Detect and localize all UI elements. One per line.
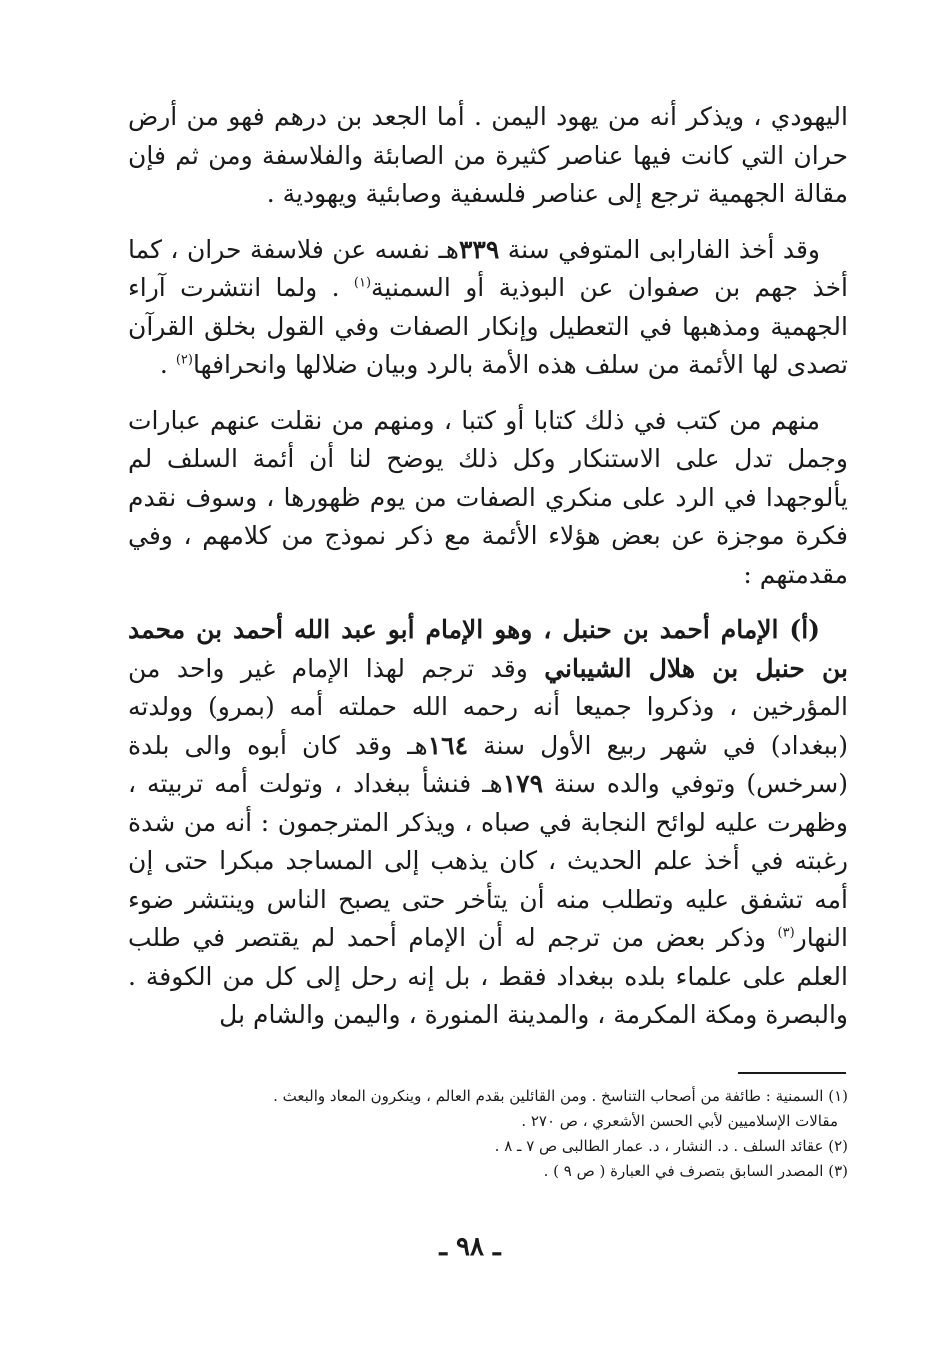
- footnote-2: (٢) عقائد السلف . د. النشار ، د. عمار الطالبى ص ٧ ـ ٨ .: [494, 1137, 848, 1155]
- paragraph-2: [128, 231, 848, 385]
- footnote-ref-2: (٢): [175, 352, 193, 368]
- section-heading-imam-ahmad: (أ) الإمام أحمد بن حنبل ، وهو الإمام أبو عبد الله أحمد بن محمد بن حنبل بن هلال الشيباني: [128, 615, 848, 683]
- footnote-ref-1: (١): [353, 275, 372, 291]
- paragraph-4-text: وقد ترجم لهذا الإمام غير واحد من المؤرخين ، وذكروا جميعا أنه رحمه الله حملته أمه (بمرو) وولدته (ببغداد) في شهر ربيع الأول سنة: [128, 653, 848, 760]
- footnotes: [128, 1084, 848, 1184]
- main-text: [128, 98, 848, 1052]
- paragraph-2-text: . ولما انتشرت آراء الجهمية ومذهبها في التعطيل وإنكار الصفات وفي القول بخلق القرآن تصدى لها الأئمة من سلف هذه الأمة بالرد وبيان ضلالها وانحرافها: [128, 273, 848, 379]
- footnote-divider: [738, 1072, 846, 1074]
- paragraph-4-text: وذكر بعض من ترجم له أن الإمام أحمد لم يقتصر في طلب العلم على علماء بلده ببغداد فقط ، بل إنه رحل إلى كل من الكوفة . والبصرة ومكة المكرمة ، والمدينة المنورة ، واليمن والشام بل: [128, 923, 848, 1029]
- paragraph-4-text: هـ وقد كان أبوه والى بلدة (سرخس) وتوفي والده سنة: [128, 730, 848, 798]
- paragraph-3: منهم من كتب في ذلك كتابا أو كتبا ، ومنهم من نقلت عنهم عبارات وجمل تدل على الاستنكار وكل ذلك يوضح لنا أن أئمة السلف لم يألوجهدا في الرد على منكري الصفات من يوم ظهورها ، وسوف نقدم فكرة موجزة عن بعض هؤلاء الأئمة مع ذكر نموذج من كلامهم ، وفي مقدمتهم :: [128, 405, 848, 589]
- year-164: ١٦٤: [427, 730, 469, 760]
- year-179: ١٧٩: [502, 769, 544, 798]
- paragraph-4-text: هـ فنشأ ببغداد ، وتولت أمه تربيته ، وظهرت عليه لوائح النجابة في صباه ، ويذكر المترجمون : أنه من شدة رغبته في أخذ علم الحديث ، كان يذهب إلى المساجد مبكرا حتى إن أمه تشفق عليه وتطلب منه أن يتأخر حتى يصبح الناس وينتشر ضوء النهار: [128, 769, 848, 952]
- footnote-1-continued: مقالات الإسلاميين لأبي الحسن الأشعري ، ص ٢٧٠ .: [521, 1112, 838, 1130]
- year-339: ٣٣٩: [458, 234, 500, 264]
- footnote-ref-3: (٣): [777, 925, 795, 941]
- paragraph-2-text: هـ نفسه عن فلاسفة حران ، كما أخذ جهم بن صفوان عن البوذية أو السمنية: [128, 234, 848, 302]
- paragraph-2-text: وقد أخذ الفارابى المتوفي سنة: [499, 234, 821, 264]
- paragraph-4: [128, 611, 848, 1035]
- paragraph-2-text: .: [159, 350, 176, 379]
- page-number: ـ ٩٨ ـ: [439, 1232, 501, 1262]
- footnote-1: (١) السمنية : طائفة من أصحاب التناسخ . ومن القائلين بقدم العالم ، وينكرون المعاد والبعث .: [273, 1087, 848, 1105]
- footnote-3: (٣) المصدر السابق بتصرف في العبارة ( ص ٩ ) .: [543, 1162, 848, 1180]
- paragraph-1: اليهودي ، ويذكر أنه من يهود اليمن . أما الجعد بن درهم فهو من أرض حران التي كانت فيها عناصر كثيرة من الصابئة والفلاسفة ومن ثم فإن مقالة الجهمية ترجع إلى عناصر فلسفية وصابئية ويهودية .: [128, 102, 848, 208]
